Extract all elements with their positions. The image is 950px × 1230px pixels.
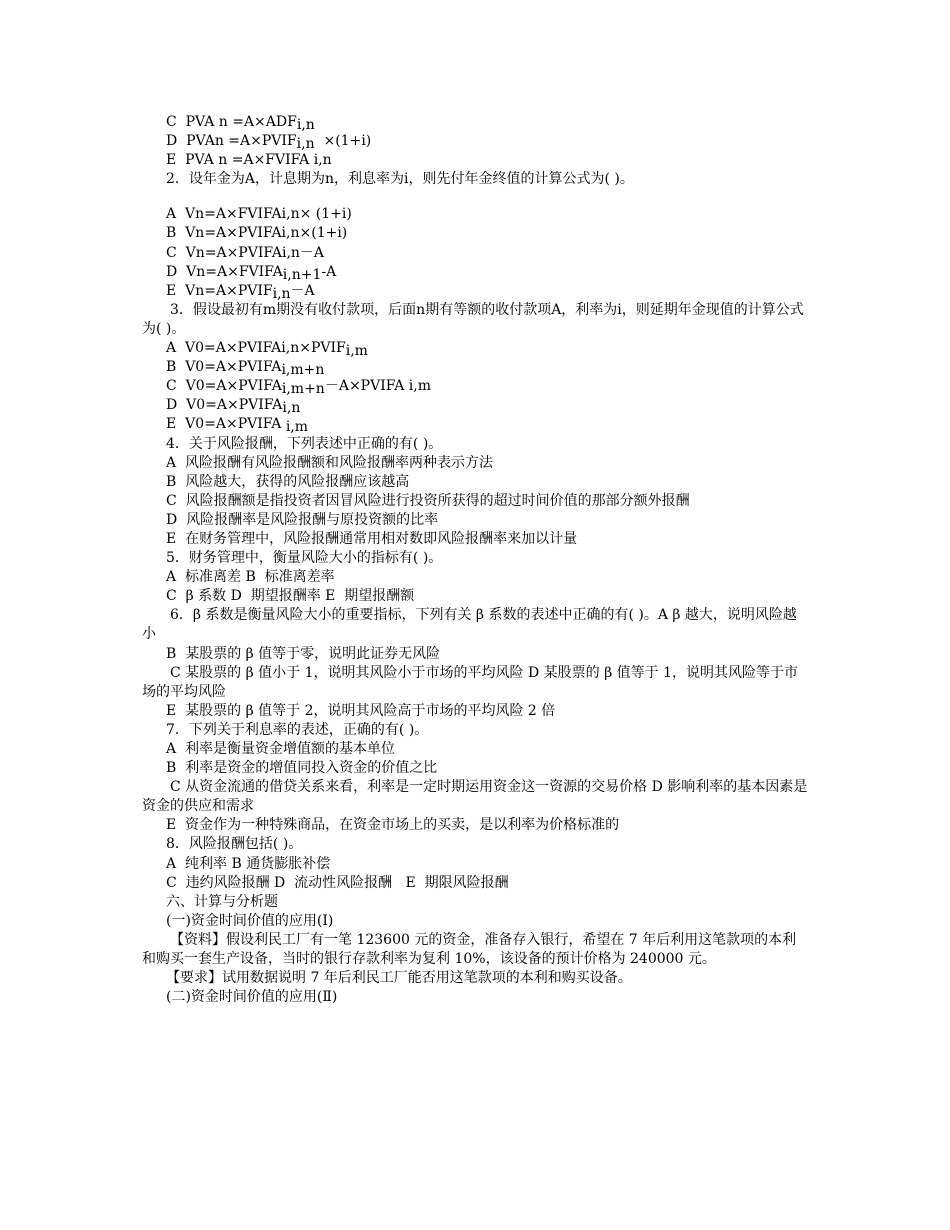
- document-body: [142, 113, 810, 1007]
- option-line: A Vn=A×FVIFAi,n× (1+i): [166, 206, 352, 223]
- question-4: 4．关于风险报酬，下列表述中正确的有( )。: [166, 435, 443, 452]
- option-line: A 利率是衡量资金增值额的基本单位: [166, 741, 396, 757]
- option-line: C V0=A×PVIFAi,m+n－A×PVIFA i,m: [166, 378, 431, 398]
- option-line: E V0=A×PVIFA i,m: [166, 416, 309, 436]
- option-line: D V0=A×PVIFAi,n: [166, 397, 301, 417]
- requirement-paragraph: 【要求】试用数据说明 7 年后利民工厂能否用这笔款项的本利和购买设备。: [166, 970, 632, 987]
- option-line: E 资金作为一种特殊商品，在资金市场上的买卖，是以利率为价格标准的: [166, 817, 620, 834]
- option-line: C 违约风险报酬 D 流动性风险报酬 E 期限风险报酬: [166, 874, 509, 891]
- option-line: E Vn=A×PVIFi,n－A: [166, 282, 315, 302]
- option-line: B 某股票的 β 值等于零，说明此证券无风险: [166, 645, 441, 662]
- subsection-heading: (一)资金时间价值的应用(Ⅰ): [166, 912, 334, 929]
- spacer: [142, 189, 810, 205]
- question-7: 7．下列关于利息率的表述，正确的有( )。: [166, 721, 429, 738]
- question-8: 8．风险报酬包括( )。: [166, 836, 303, 853]
- option-line: E PVA n =A×FVIFA i,n: [166, 152, 332, 169]
- option-line: E 某股票的 β 值等于 2，说明其风险高于市场的平均风险 2 倍: [166, 702, 556, 719]
- question-6: 6．β 系数是衡量风险大小的重要指标，下列有关 β 系数的表述中正确的有( )。A β 越大，说明风险越小: [142, 607, 797, 643]
- option-line: C Vn=A×PVIFAi,n－A: [166, 244, 325, 261]
- option-line: B Vn=A×PVIFAi,n×(1+i): [166, 225, 348, 242]
- question-5: 5．财务管理中，衡量风险大小的指标有( )。: [166, 550, 443, 567]
- option-line: B 风险越大，获得的风险报酬应该越高: [166, 473, 410, 490]
- option-line: B 利率是资金的增值同投入资金的价值之比: [166, 760, 438, 777]
- material-paragraph: 【资料】假设利民工厂有一笔 123600 元的资金，准备存入银行，希望在 7 年后利用这笔款项的本利和购买一套生产设备，当时的银行存款利率为复利 10%，该设备的预计价格为 240000 元。: [142, 931, 797, 968]
- question-3: 3．假设最初有m期没有收付款项，后面n期有等额的收付款项A，利率为i，则延期年金现值的计算公式为( )。: [142, 301, 804, 337]
- option-line: A V0=A×PVIFAi,n×PVIFi,m: [166, 340, 368, 360]
- option-line: E 在财务管理中，风险报酬通常用相对数即风险报酬率来加以计量: [166, 530, 578, 547]
- question-2: 2．设年金为A，计息期为n，利息率为i，则先付年金终值的计算公式为( )。: [166, 171, 634, 188]
- option-line: C 从资金流通的借贷关系来看，利率是一定时期运用资金这一资源的交易价格 D 影响利率的基本因素是资金的供应和需求: [142, 779, 808, 815]
- option-line: D PVAn =A×PVIFi,n ×(1+i): [166, 133, 372, 153]
- option-line: C 风险报酬额是指投资者因冒风险进行投资所获得的超过时间价值的那部分额外报酬: [166, 492, 690, 509]
- option-line: C β 系数 D 期望报酬率 E 期望报酬额: [166, 588, 415, 605]
- option-line: A 纯利率 B 通货膨胀补偿: [166, 855, 331, 872]
- option-line: A 风险报酬有风险报酬额和风险报酬率两种表示方法: [166, 454, 494, 471]
- option-line: D Vn=A×FVIFAi,n+1-A: [166, 263, 337, 283]
- option-line: B V0=A×PVIFAi,m+n: [166, 359, 325, 379]
- subsection-heading: (二)资金时间价值的应用(Ⅱ): [166, 989, 338, 1006]
- option-line: C 某股票的 β 值小于 1，说明其风险小于市场的平均风险 D 某股票的 β 值等于 1，说明其风险等于市场的平均风险: [142, 664, 798, 700]
- section-heading: 六、计算与分析题: [166, 893, 278, 910]
- option-line: C PVA n =A×ADFi,n: [166, 114, 315, 133]
- option-line: D 风险报酬率是风险报酬与原投资额的比率: [166, 511, 439, 528]
- option-line: A 标准离差 B 标准离差率: [166, 569, 335, 586]
